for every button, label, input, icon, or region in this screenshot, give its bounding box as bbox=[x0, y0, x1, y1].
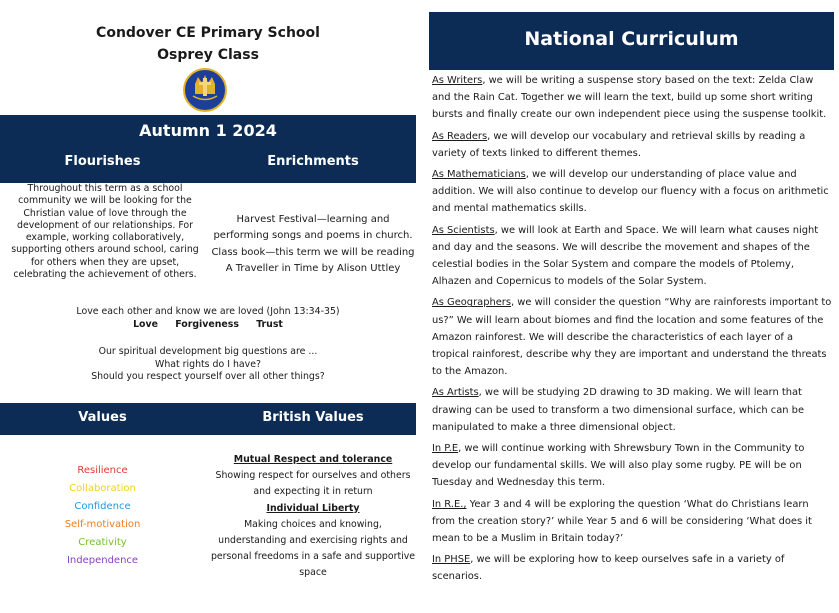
individual-liberty-text: Making choices and knowing, understanding and exercising rights and personal freedoms in a safe and supportive space bbox=[210, 518, 416, 579]
section-text: , we will be exploring how to keep ourselves safe in a variety of scenarios. bbox=[432, 554, 785, 583]
enrichments-text bbox=[210, 212, 416, 277]
section-text: , we will develop our understanding of place value and addition. We will also continue to develop our fluency with a focus on arithmetic and mental mathematics skills. bbox=[432, 169, 829, 215]
flourishes-heading: Flourishes bbox=[64, 154, 141, 169]
word-forgiveness: Forgiveness bbox=[175, 319, 239, 330]
section-lead: As Scientists bbox=[432, 224, 495, 236]
national-curriculum-title: National Curriculum bbox=[524, 28, 739, 50]
value-resilience: Resilience bbox=[77, 465, 128, 476]
mutual-respect-text: Showing respect for ourselves and others and expecting it in return bbox=[215, 470, 411, 498]
section-readers bbox=[432, 128, 832, 162]
school-crest-icon bbox=[183, 68, 227, 112]
value-creativity: Creativity bbox=[78, 537, 127, 548]
value-self-motivation: Self-motivation bbox=[64, 519, 141, 530]
british-values-text bbox=[210, 452, 416, 582]
values-list bbox=[0, 462, 205, 570]
section-lead: As Geographers bbox=[432, 297, 511, 309]
section-re bbox=[432, 496, 832, 548]
section-phse bbox=[432, 551, 832, 585]
enrichment-class-book: Class book—this term we will be reading A Traveller in Time by Alison Uttley bbox=[211, 246, 415, 274]
value-independence: Independence bbox=[66, 555, 139, 566]
british-values-heading: British Values bbox=[262, 410, 364, 425]
love-words bbox=[0, 319, 416, 330]
section-lead: As Artists bbox=[432, 387, 479, 399]
flourishes-text: Throughout this term as a school community we will be looking for the Christian value of love through the development of our relationships. For example, working collaboratively, supporting others around school, caring for others when they are upset, celebrating the achievement of others. bbox=[11, 183, 199, 281]
section-lead: As Readers bbox=[432, 130, 488, 142]
bible-quote: Love each other and know we are loved (John 13:34-35) bbox=[76, 306, 340, 317]
section-text: , we will develop our vocabulary and retrieval skills by reading a variety of texts linked to different themes. bbox=[432, 130, 806, 159]
term-title: Autumn 1 2024 bbox=[139, 121, 277, 140]
section-text: , we will be studying 2D drawing to 3D making. We will learn that drawing can be used to transform a two dimensional surface, which can be manipulated to make a three dimensional object. bbox=[432, 387, 805, 433]
word-trust: Trust bbox=[256, 319, 283, 330]
section-pe bbox=[432, 440, 832, 492]
word-love: Love bbox=[133, 319, 158, 330]
value-collaboration: Collaboration bbox=[69, 483, 136, 494]
mutual-respect-heading: Mutual Respect and tolerance bbox=[233, 454, 393, 465]
spiritual-intro: Our spiritual development big questions are ... bbox=[98, 346, 318, 357]
section-lead: As Mathematicians bbox=[432, 169, 526, 181]
enrichment-harvest: Harvest Festival—learning and performing songs and poems in church. bbox=[213, 214, 413, 242]
values-heading: Values bbox=[78, 410, 127, 425]
section-text: , we will consider the question “Why are rainforests important to us?” We will learn about biomes and find the location and some features of the Amazon rainforest. We will describe the characteristics of each layer of a tropical rainforest, describe why they are important and understand the threats to the Amazon. bbox=[432, 297, 832, 378]
individual-liberty-heading: Individual Liberty bbox=[266, 502, 360, 514]
national-curriculum-body bbox=[432, 72, 832, 590]
section-lead: In P.E bbox=[432, 443, 459, 455]
section-artists bbox=[432, 384, 832, 436]
section-scientists bbox=[432, 222, 832, 291]
spiritual-question-1: What rights do I have? bbox=[155, 358, 261, 370]
section-lead: As Writers bbox=[432, 75, 483, 86]
section-writers bbox=[432, 72, 832, 124]
section-geographers bbox=[432, 294, 832, 380]
class-name: Osprey Class bbox=[157, 47, 259, 63]
spiritual-questions bbox=[0, 346, 416, 384]
enrichments-heading: Enrichments bbox=[267, 154, 359, 169]
section-text: , we will continue working with Shrewsbury Town in the Community to develop our fundamental skills. We will also play some rugby. PE will be on Tuesday and Wednesday this term. bbox=[432, 443, 805, 489]
section-lead: In R.E., bbox=[432, 498, 467, 510]
school-header bbox=[0, 22, 416, 66]
spiritual-question-2: Should you respect yourself over all other things? bbox=[91, 371, 325, 382]
section-mathematicians bbox=[432, 166, 832, 218]
section-lead: In PHSE bbox=[432, 554, 471, 566]
section-text: Year 3 and 4 will be exploring the question ‘What do Christians learn from the creation story?’ while Year 5 and 6 will be considering ‘What does it mean to be a Muslim in Britain today?’ bbox=[432, 498, 812, 545]
value-confidence: Confidence bbox=[74, 501, 131, 512]
section-text: , we will be writing a suspense story based on the text: Zelda Claw and the Rain Cat. Together we will learn the text, build up some short writing bursts and finally create our own independent piece using the suspense toolkit. bbox=[432, 75, 827, 121]
school-name: Condover CE Primary School bbox=[96, 25, 320, 41]
section-text: , we will look at Earth and Space. We will learn what causes night and day and the seasons. We will describe the movement and shapes of the celestial bodies in the Solar System and compare the models of Ptolemy, Alhazen and Copernicus to models of the Solar System. bbox=[432, 224, 819, 288]
